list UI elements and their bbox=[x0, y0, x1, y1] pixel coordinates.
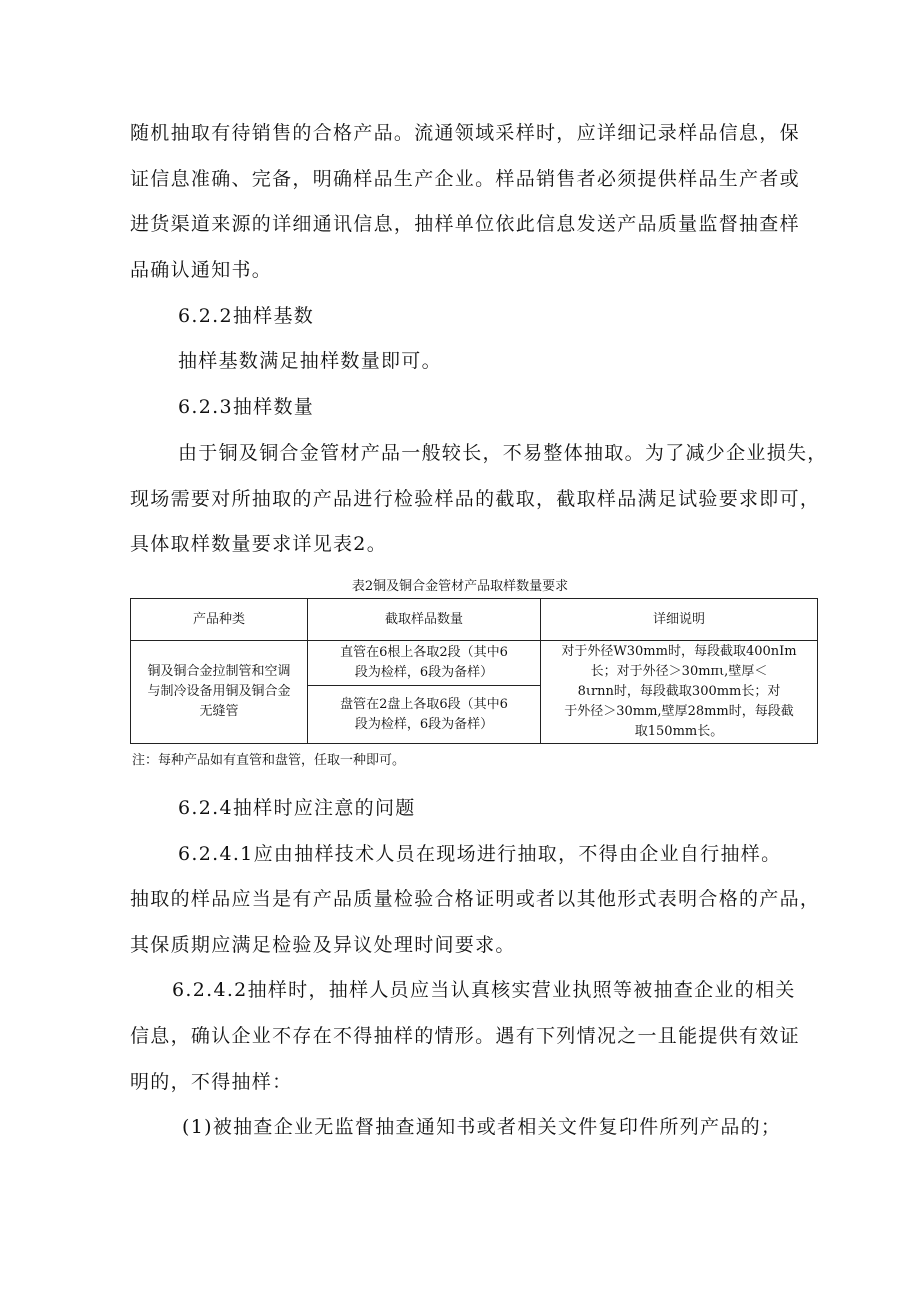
cell-line: 铜及铜合金拉制管和空调 bbox=[147, 664, 291, 679]
table-header-row bbox=[131, 599, 818, 641]
section-heading-6-2-4: 6.2.4抽样时应注意的问题 bbox=[178, 797, 416, 819]
paragraph-line: 证信息准确、完备，明确样品生产企业。样品销售者必须提供样品生产者或 bbox=[130, 168, 800, 190]
header-cell-product: 产品种类 bbox=[131, 599, 308, 641]
paragraph-line: 6.2.4.2抽样时，抽样人员应当认真核实营业执照等被抽查企业的相关 bbox=[172, 979, 796, 1001]
paragraph-line: 进货渠道来源的详细通讯信息，抽样单位依此信息发送产品质量监督抽查样 bbox=[130, 213, 800, 235]
cell-line: 无缝管 bbox=[199, 704, 239, 719]
paragraph-line: 随机抽取有待销售的合格产品。流通领域采样时，应详细记录样品信息，保 bbox=[130, 122, 800, 144]
cell-line: 段为检样，6段为备样） bbox=[354, 716, 494, 732]
coil-pipe-quantity-cell bbox=[308, 686, 541, 744]
table-note: 注：每种产品如有直管和盘管，任取一种即可。 bbox=[132, 753, 406, 768]
table-caption: 表2铜及铜合金管材产品取样数量要求 bbox=[351, 579, 569, 594]
cell-line: 长；对于外径＞30mπι,壁厚＜ bbox=[590, 664, 768, 679]
section-heading-6-2-3: 6.2.3抽样数量 bbox=[178, 396, 315, 418]
paragraph-line: 抽样基数满足抽样数量即可。 bbox=[178, 350, 442, 372]
section-heading-6-2-2: 6.2.2抽样基数 bbox=[178, 305, 315, 327]
header-cell-quantity: 截取样品数量 bbox=[308, 599, 541, 641]
cell-line: 于外径＞30mm,壁厚28mm时，每段截 bbox=[564, 704, 794, 719]
cell-line: 直管在6根上各取2段（其中6 bbox=[340, 645, 508, 660]
detail-cell bbox=[541, 641, 818, 744]
paragraph-line: 其保质期应满足检验及异议处理时间要求。 bbox=[130, 934, 516, 956]
cell-line: 8ιrnn时，每段截取300mm长；对 bbox=[577, 684, 781, 699]
cell-line: 取150mm长。 bbox=[634, 724, 724, 739]
straight-pipe-quantity-cell bbox=[308, 641, 541, 686]
cell-line: 段为检样，6段为备样） bbox=[354, 665, 494, 680]
cell-line: 盘管在2盘上各取6段（其中6 bbox=[340, 696, 508, 712]
header-cell-detail: 详细说明 bbox=[541, 599, 818, 641]
paragraph-line: 6.2.4.1应由抽样技术人员在现场进行抽取，不得由企业自行抽样。 bbox=[178, 843, 782, 865]
product-type-cell bbox=[131, 641, 308, 744]
list-item: (1)被抽查企业无监督抽查通知书或者相关文件复印件所列产品的； bbox=[182, 1116, 782, 1138]
table-row bbox=[131, 641, 818, 686]
paragraph-line: 现场需要对所抽取的产品进行检验样品的截取，截取样品满足试验要求即可， bbox=[130, 488, 821, 510]
paragraph-line: 由于铜及铜合金管材产品一般较长，不易整体抽取。为了减少企业损失， bbox=[178, 442, 828, 464]
cell-line: 与制冷设备用铜及铜合金 bbox=[147, 684, 291, 699]
paragraph-line: 品确认通知书。 bbox=[130, 259, 273, 281]
paragraph-line: 具体取样数量要求详见表2。 bbox=[130, 533, 387, 555]
paragraph-line: 明的，不得抽样： bbox=[130, 1071, 293, 1093]
sampling-table bbox=[130, 598, 818, 744]
cell-line: 对于外径W30mm时，每段截取400nIm bbox=[561, 644, 797, 659]
paragraph-line: 信息，确认企业不存在不得抽样的情形。遇有下列情况之一且能提供有效证 bbox=[130, 1025, 800, 1047]
paragraph-line: 抽取的样品应当是有产品质量检验合格证明或者以其他形式表明合格的产品， bbox=[130, 888, 821, 910]
